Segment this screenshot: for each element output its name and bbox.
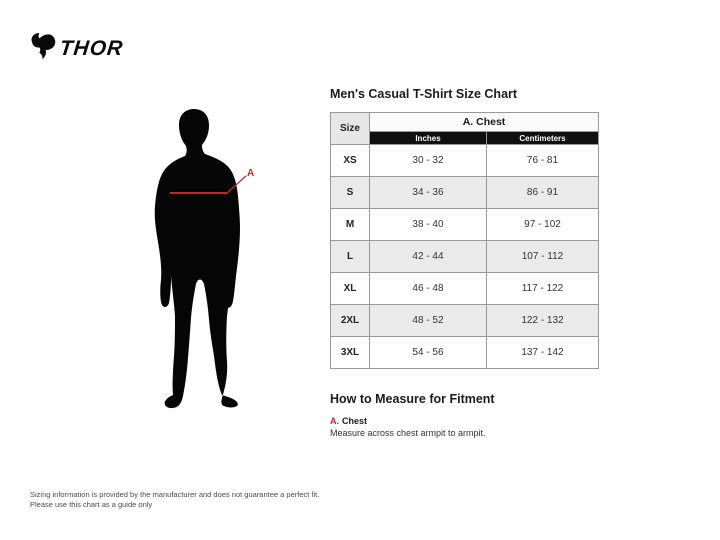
size-row-2xl	[331, 305, 599, 337]
size-label: XS	[331, 145, 370, 177]
thor-logo	[30, 32, 124, 61]
thor-helmet-icon	[30, 32, 57, 61]
unit-header-row	[331, 132, 599, 145]
sizing-disclaimer	[30, 490, 319, 510]
disclaimer-line-1: Sizing information is provided by the manufacturer and does not guarantee a perfect fit.	[30, 490, 320, 499]
size-row-3xl	[331, 337, 599, 369]
how-to-measure-section	[330, 392, 600, 438]
inches-value: 38 - 40	[370, 209, 487, 241]
inches-unit-header: Inches	[370, 132, 487, 145]
size-label: XL	[331, 273, 370, 305]
measure-item-chest	[330, 416, 600, 426]
size-chart-title: Men's Casual T-Shirt Size Chart	[330, 87, 518, 101]
size-column-header: Size	[331, 113, 370, 145]
size-row-xs	[331, 145, 599, 177]
inches-value: 42 - 44	[370, 241, 487, 273]
size-label: 2XL	[331, 305, 370, 337]
size-chart-table	[330, 112, 599, 369]
measure-item-key: A.	[330, 416, 339, 426]
size-label: L	[331, 241, 370, 273]
inches-value: 54 - 56	[370, 337, 487, 369]
disclaimer-line-2: Please use this chart as a guide only	[30, 500, 153, 509]
size-row-s	[331, 177, 599, 209]
chest-annotation-label: A	[247, 168, 255, 179]
measure-item-name: Chest	[342, 416, 368, 426]
chest-measurement-header: A. Chest	[370, 113, 599, 132]
measure-item-description: Measure across chest armpit to armpit.	[330, 428, 486, 438]
size-label: M	[331, 209, 370, 241]
size-row-l	[331, 241, 599, 273]
centimeters-value: 107 - 112	[487, 241, 599, 273]
size-label: S	[331, 177, 370, 209]
inches-value: 46 - 48	[370, 273, 487, 305]
centimeters-value: 122 - 132	[487, 305, 599, 337]
body-silhouette-figure	[148, 106, 280, 428]
centimeters-value: 137 - 142	[487, 337, 599, 369]
centimeters-value: 86 - 91	[487, 177, 599, 209]
centimeters-unit-header: Centimeters	[487, 132, 599, 145]
table-header-row	[331, 113, 599, 132]
inches-value: 48 - 52	[370, 305, 487, 337]
male-silhouette-shape	[155, 109, 240, 408]
centimeters-value: 97 - 102	[487, 209, 599, 241]
centimeters-value: 117 - 122	[487, 273, 599, 305]
how-to-measure-heading: How to Measure for Fitment	[330, 392, 495, 406]
inches-value: 30 - 32	[370, 145, 487, 177]
size-label: 3XL	[331, 337, 370, 369]
centimeters-value: 76 - 81	[487, 145, 599, 177]
size-row-xl	[331, 273, 599, 305]
inches-value: 34 - 36	[370, 177, 487, 209]
size-row-m	[331, 209, 599, 241]
thor-logo-text: THOR	[58, 37, 125, 60]
